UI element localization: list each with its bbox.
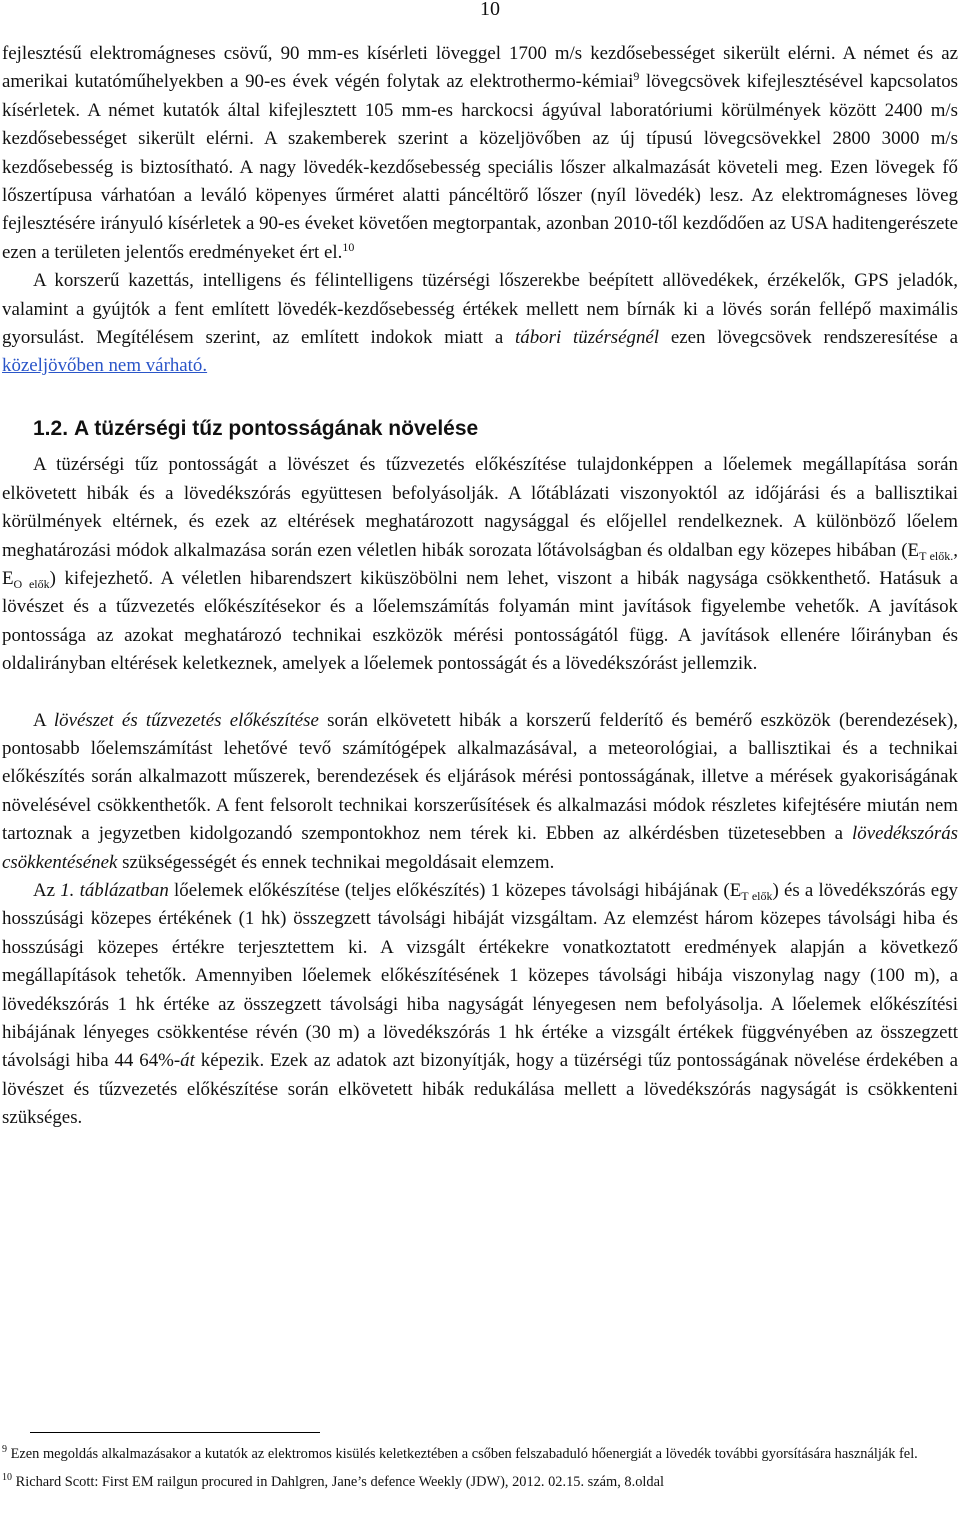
emphasis-text: lövedékszórás csökkentésének xyxy=(2,823,958,873)
paragraph-table-analysis xyxy=(2,877,958,1133)
emphasis-text: 1. táblázatban xyxy=(60,879,169,901)
section-title: A tüzérségi tűz pontosságának növelése xyxy=(74,416,479,440)
paragraph-munitions xyxy=(2,267,958,381)
footnote-ref-10[interactable]: 10 xyxy=(342,239,355,254)
page-number: 10 xyxy=(480,0,500,20)
subscript: T elők xyxy=(741,888,773,903)
footnote-number: 10 xyxy=(2,1472,12,1483)
footnote-text: Ezen megoldás alkalmazásakor a kutatók az elektromos kisülés keletkeztében a csőben felszabaduló hőenergiát a lövedék további gyorsítására használják fel. xyxy=(7,1446,918,1462)
text-run: során elkövetett hibák a korszerű felderítő és bemérő eszközök (berendezések), pontosabb lőelemszámítást lehetővé tevő számítógépek alkalmazásával, a meteorológiai, a ballisztikai és a technikai előkészítés során alkalmazott műszerek, berendezések és eljárások mérési pontosságának, illetve a mérések gyakoriságának növelésével csökkenthetők. A fent felsorolt technikai korszerűsítések és alkalmazási módok részletes kifejtésére miután nem tartoznak a jegyzetben kidolgozandó szempontokhoz nem térek ki. Ebben az alkérdésben tüzetesebben a xyxy=(2,709,959,845)
document-body xyxy=(2,40,958,1133)
text-run: képezik. Ezek az adatok azt bizonyítják, hogy a tüzérségi tűz pontosságának növelése érdekében a lövészet és tűzvezetés előkészítése során elkövetett hibák redukálása mellett a lövedékszórás nagyságát is csökkenteni szükséges. xyxy=(2,1050,958,1129)
text-run: A tüzérségi tűz pontosságát a lövészet és tűzvezetés előkészítése tulajdonképpen a lőelemek megállapítása során elkövetett hibák és a lövedékszórás együttesen befolyásolják. A lőtáblázati viszonyoktól az időjárási és a ballisztikai körülmények eltérnek, és ezek az eltérések meghatározott nagysággal és előjellel rendelkeznek. A különböző lőelem meghatározási módok alkalmazása során ezen véletlen hibák sorozata lőtávolságban és oldalban egy közepes hibában (E xyxy=(2,454,958,561)
footnote-9 xyxy=(2,1440,958,1468)
paragraph-railgun-history xyxy=(2,40,958,267)
emphasis-text: lövészet és tűzvezetés előkészítése xyxy=(53,709,319,731)
subscript: O elők xyxy=(13,576,50,591)
text-run: lőelemek előkészítése (teljes előkészítés) 1 közepes távolsági hibájának (E xyxy=(168,879,742,901)
footnote-10 xyxy=(2,1468,958,1496)
text-run: ezen lövegcsövek rendszeresítése a xyxy=(659,327,958,349)
text-run: szükségességét és ennek technikai megoldásait elemzem. xyxy=(117,851,555,873)
emphasis-text: -át xyxy=(173,1050,195,1072)
text-run: A xyxy=(33,709,54,731)
paragraph-preparation xyxy=(2,707,958,877)
footnotes xyxy=(2,1440,958,1496)
section-heading xyxy=(33,415,958,443)
text-run: ) kifejezhető. A véletlen hibarendszert kiküszöbölni nem lehet, viszont a hibák nagysága csökkenthető. Hatásuk a lövészet és a tűzvezetés előkészítésekor és a lőelemszámítás folyamán mint javítások figyelembe vehetők. A javítások pontossága az azokat meghatározó technikai eszközök mérési pontosságától függ. A javítások ellenére lőirányban és oldalirányban eltérések keletkeznek, amelyek a lőelemek pontosságát és a lövedékszórást jellemzik. xyxy=(2,567,959,675)
text-run: fejlesztésű elektromágneses csövű, 90 mm-es kísérleti löveggel 1700 m/s kezdősebességet sikerült elérni. A német és az amerikai kutatóműhelyekben a 90-es évek végén folytak az elektrothermo-kémiai xyxy=(2,43,958,93)
emphasis-text: tábori tüzérségnél xyxy=(515,327,660,349)
footnote-divider xyxy=(30,1432,320,1433)
hyperlink-text[interactable]: közeljövőben nem várható. xyxy=(2,355,208,377)
section-number: 1.2. xyxy=(33,416,69,440)
footnote-text: Richard Scott: First EM railgun procured in Dahlgren, Jane’s defence Weekly (JDW), 2012. 02.15. szám, 8.oldal xyxy=(12,1474,664,1490)
subscript: T elők. xyxy=(919,548,954,563)
text-run: A korszerű kazettás, intelligens és félintelligens tüzérségi lőszerekbe beépített allövedékek, érzékelők, GPS jeladók, valamint a gyújtók a fent említett lövedék-kezdősebesség értékek mellett nem bírnák ki a lövés során fellépő maximális gyorsulást. Megítélésem szerint, az említett indokok miatt a xyxy=(2,270,958,349)
footnote-number: 9 xyxy=(2,1444,7,1455)
paragraph-accuracy xyxy=(2,451,958,678)
text-run: Az xyxy=(33,879,61,901)
text-run: lövegcsövek kifejlesztésével kapcsolatos kísérletek. A német kutatók által kifejlesztett 105 mm-es harckocsi ágyúval laboratóriumi körülmények között 2400 m/s kezdősebességet sikerült elérni. A szakemberek szerint a közeljövőben az új típusú lövegcsövekkel 2800 3000 m/s kezdősebesség is biztosítható. A nagy lövedék-kezdősebesség speciális lőszer alkalmazását követeli meg. Ezen lövegek fő lőszertípusa várhatóan a leváló köpenyes űrméret alatti páncéltörő lőszer (nyíl lövedék) lesz. Az elektromágneses löveg fejlesztésére irányuló kísérletek a 90-es éveket követően megtorpantak, azonban 2010-től kezdődően az USA haditengerészete ezen a területen jelentős eredményeket ért el. xyxy=(2,71,959,263)
text-run: , E xyxy=(2,539,958,589)
text-run: ) és a lövedékszórás egy hosszúsági közepes értékének (1 hk) összegzett távolsági hibáját vizsgáltam. Az elemzést három közepes távolsági hiba és hosszúsági közepes értékre terjesztettem ki. A vizsgált értékekre vonatkoztatott eredmények alapján a következő megállapítások tehetők. Amennyiben lőelemek előkészítésének 1 közepes távolsági hibája viszonylag nagy (100 m), a lövedékszórás 1 hk értéke az összegzett távolsági hiba nagyságát lényegesen nem befolyásolja. A lőelemek előkészítési hibájának lényeges csökkentése révén (30 m) a lövedékszórás 1 hk értéke a vizsgált értékek függvényében az összegzett távolsági hiba 44 64% xyxy=(2,879,959,1072)
footnote-ref-9[interactable]: 9 xyxy=(633,69,640,84)
